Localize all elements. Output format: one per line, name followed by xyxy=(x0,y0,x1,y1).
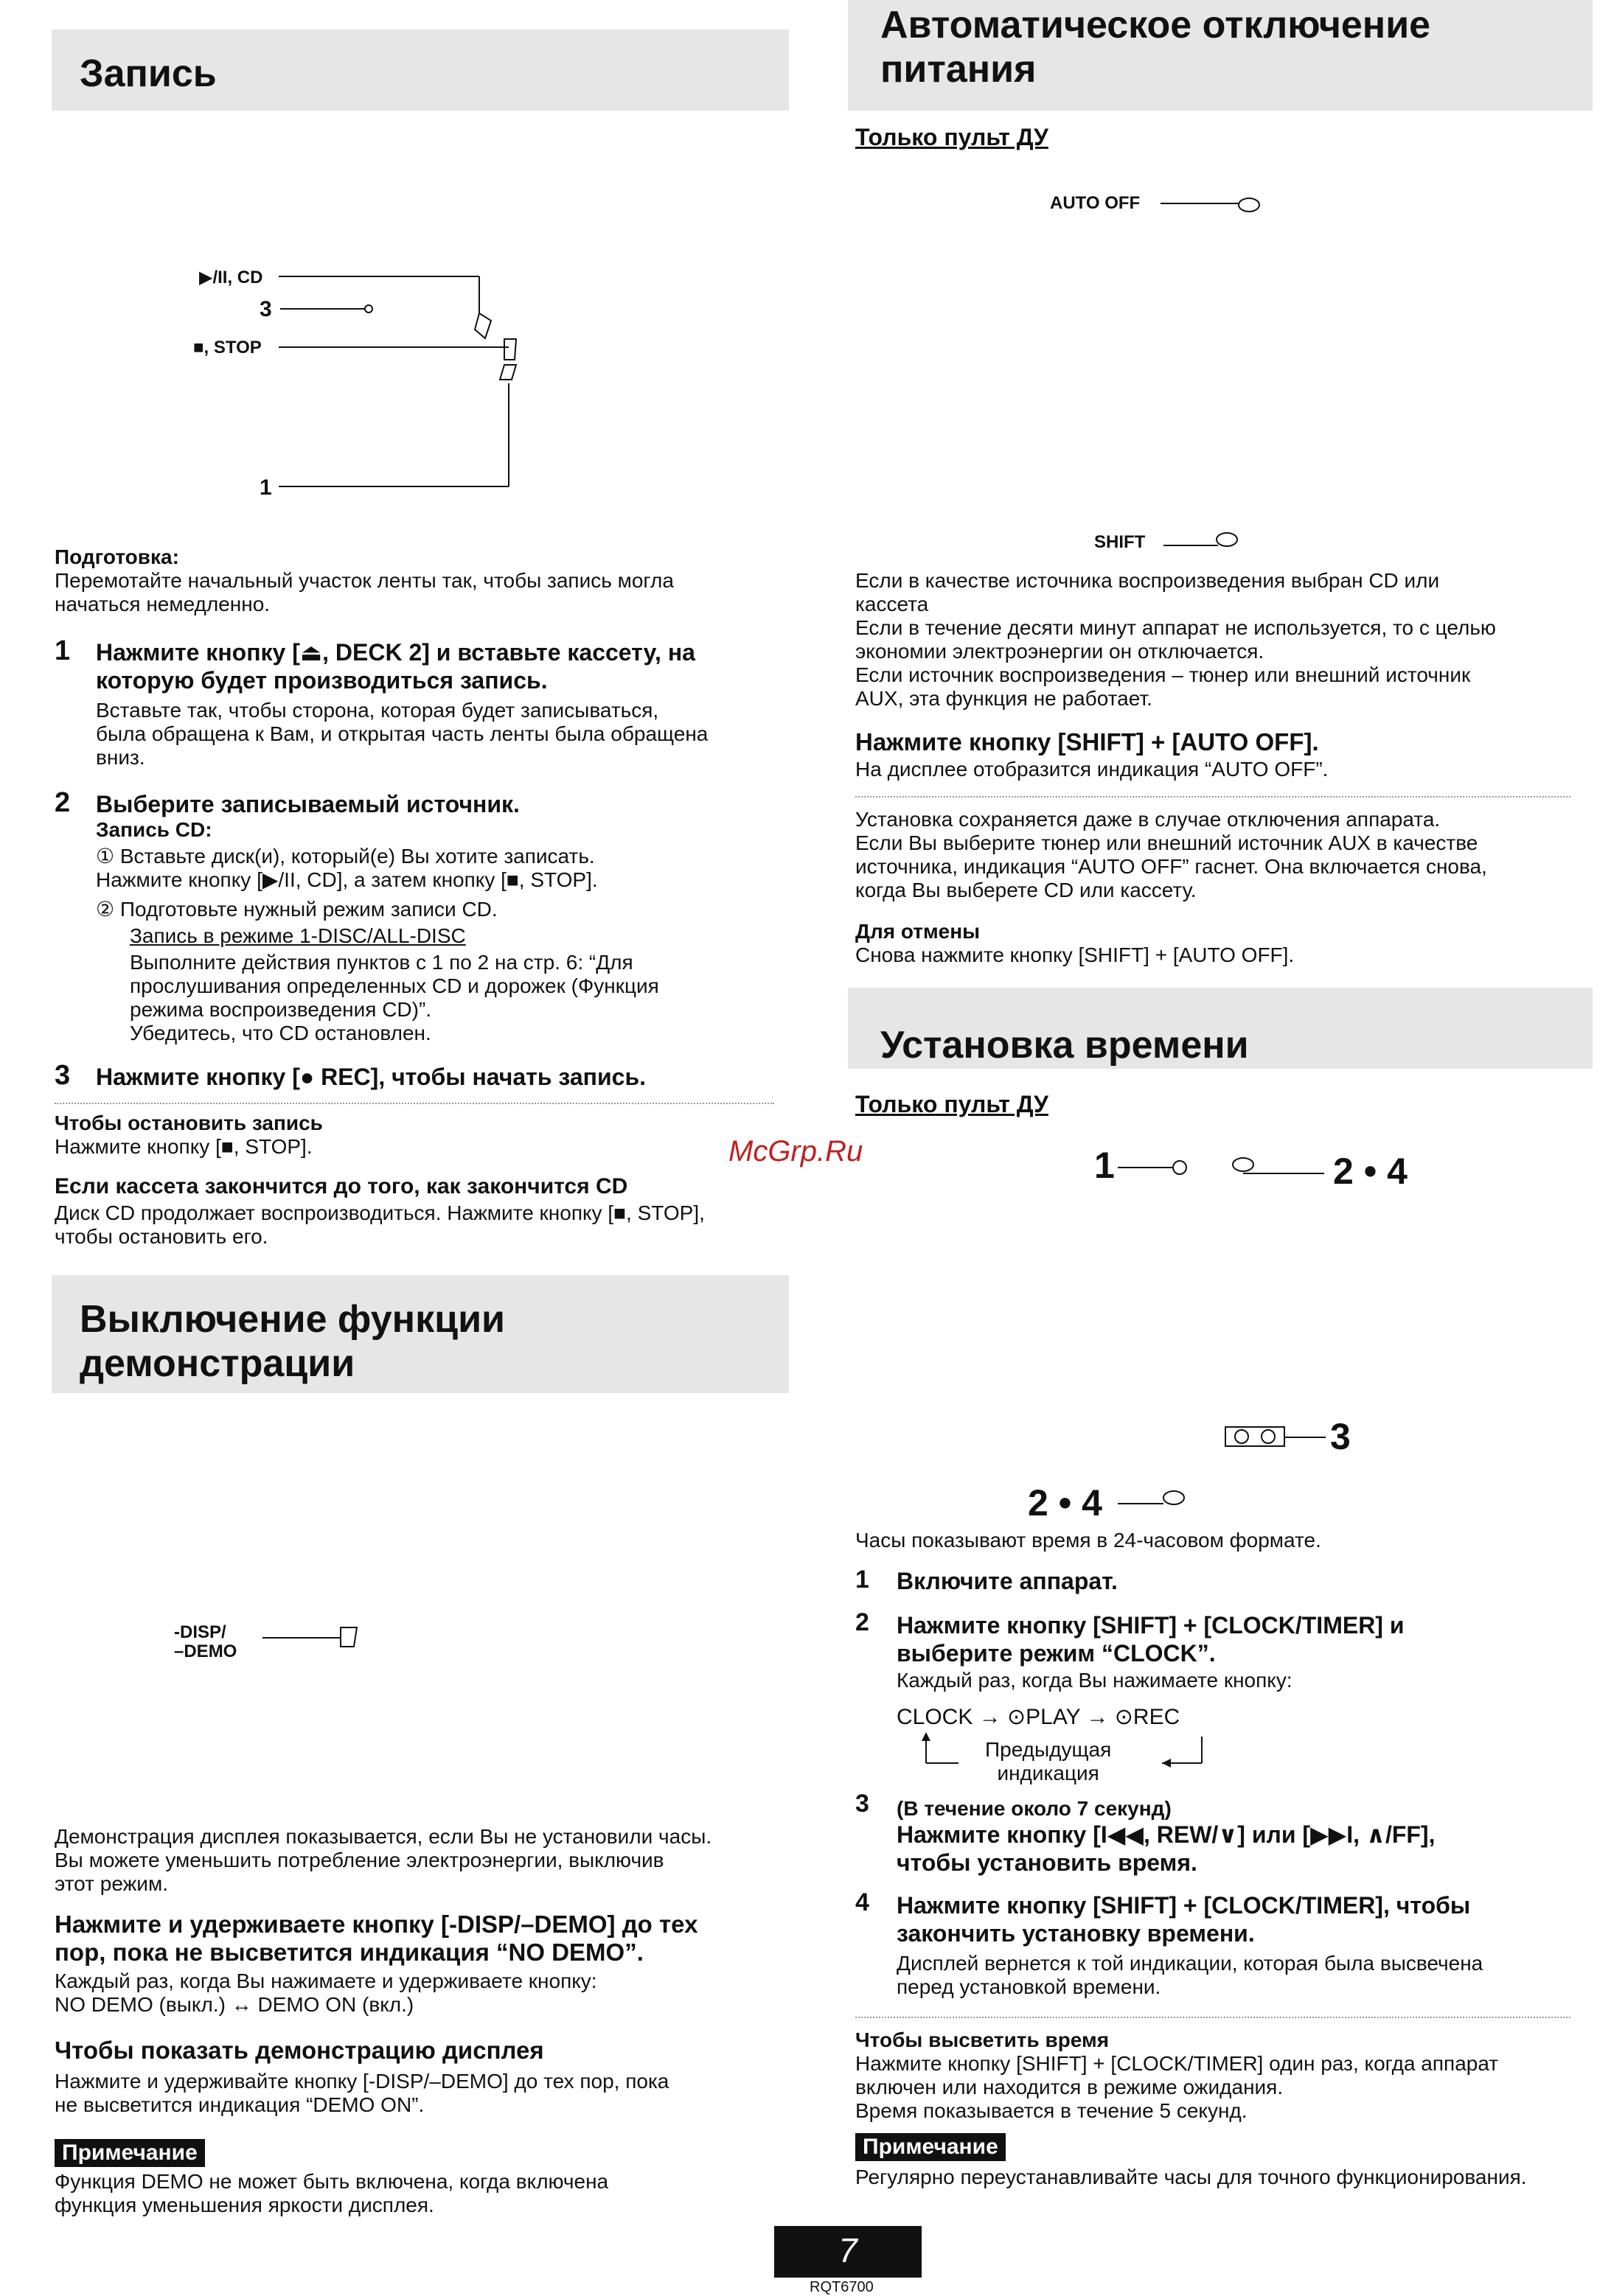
tape-end-text: Диск CD продолжает воспроизводиться. Нажмите кнопку [■, STOP], чтобы остановить его. xyxy=(55,1201,705,1248)
divider xyxy=(855,2017,1570,2018)
c-step4-title: Нажмите кнопку [SHIFT] + [CLOCK/TIMER], чтобы закончить установку времени. xyxy=(897,1892,1471,1947)
clock-diag-24b: 2 • 4 xyxy=(1028,1482,1102,1524)
clock-diag-1: 1 xyxy=(1094,1145,1115,1186)
c-step4-num: 4 xyxy=(855,1888,869,1916)
label-1: 1 xyxy=(260,475,272,500)
demo-note-text: Функция DEMO не может быть включена, когда включена функция уменьшения яркости дисплея. xyxy=(55,2170,609,2216)
prep-label: Подготовка: xyxy=(55,545,179,568)
clock-title: Установка времени xyxy=(880,1024,1249,1067)
c-step2-title: Нажмите кнопку [SHIFT] + [CLOCK/TIMER] и выберите режим “CLOCK”. xyxy=(897,1612,1405,1667)
zapis-title: Запись xyxy=(80,52,217,95)
stop-rec-text: Нажмите кнопку [■, STOP]. xyxy=(55,1135,313,1158)
page-number: 7 xyxy=(838,2231,857,2269)
autooff-remote-only: Только пульт ДУ xyxy=(855,124,1048,150)
z-step1-text: Вставьте так, чтобы сторона, которая будет записываться, была обращена к Вам, и открытая часть ленты была обращена вниз. xyxy=(96,699,709,769)
c-step4-text: Дисплей вернется к той индикации, которая была высвечена перед установкой времени. xyxy=(897,1952,1483,1998)
clock-intro: Часы показывают время в 24-часовом формате. xyxy=(855,1529,1321,1552)
clock-diag-3: 3 xyxy=(1330,1416,1351,1457)
clock-note-text: Регулярно переустанавливайте часы для точного функционирования. xyxy=(855,2166,1527,2188)
autooff-intro: Если в качестве источника воспроизведения выбран CD или кассета Если в течение десяти минут аппарат не используется, то с целью экономии электроэнергии он отключается. Если источник воспроизведения – тюнер или внешний источник AUX, эта функция не работает. xyxy=(855,569,1496,710)
c-cycle-prev: Предыдущая индикация xyxy=(985,1738,1112,1784)
stop-label: ■, STOP xyxy=(193,338,262,357)
c-step2-num: 2 xyxy=(855,1608,869,1636)
z-step2-num: 2 xyxy=(55,787,71,818)
z-step2-title: Выберите записываемый источник. xyxy=(96,791,520,817)
z-step3-title: Нажмите кнопку [● REC], чтобы начать запись. xyxy=(96,1064,647,1090)
watermark: McGrp.Ru xyxy=(728,1135,863,1168)
z-step1-num: 1 xyxy=(55,635,71,666)
play-cd-label: ▶/II, CD xyxy=(199,268,263,287)
prep-text: Перемотайте начальный участок ленты так, чтобы запись могла начаться немедленно. xyxy=(55,569,674,615)
z-step2-item2: ② Подготовьте нужный режим записи CD. xyxy=(96,898,498,921)
clock-note-badge: Примечание xyxy=(855,2133,1006,2161)
z-step2-mode-link: Запись в режиме 1-DISC/ALL-DISC xyxy=(130,924,466,947)
autooff-cancel-text: Снова нажмите кнопку [SHIFT] + [AUTO OFF]. xyxy=(855,943,1295,966)
autooff-title: Автоматическое отключение питания xyxy=(880,4,1431,91)
c-step1-title: Включите аппарат. xyxy=(897,1568,1118,1594)
clock-diag-24: 2 • 4 xyxy=(1333,1151,1408,1192)
c-step3-pre: (В течение около 7 секунд) xyxy=(897,1797,1172,1820)
autooff-cancel-title: Для отмены xyxy=(855,920,981,943)
autooff-save-text: Установка сохраняется даже в случае отключения аппарата. Если Вы выберите тюнер или внешний источник AUX в качестве источника, индикация “AUTO OFF” гаснет. Она включается снова, когда Вы выберете CD или кассету. xyxy=(855,808,1487,901)
clock-remote-only: Только пульт ДУ xyxy=(855,1091,1048,1117)
label-3: 3 xyxy=(260,297,272,321)
c-cycle: CLOCK → ⊙PLAY → ⊙REC xyxy=(897,1705,1180,1729)
demo-show-title: Чтобы показать демонстрацию дисплея xyxy=(55,2037,544,2064)
z-step3-num: 3 xyxy=(55,1060,71,1091)
stop-rec-title: Чтобы остановить запись xyxy=(55,1112,323,1134)
c-step1-num: 1 xyxy=(855,1566,869,1594)
z-step2-mode-text: Выполните действия пунктов с 1 по 2 на стр. 6: “Для прослушивания определенных CD и дорожек (Функция режима воспроизведения CD)”. Убедитесь, что CD остановлен. xyxy=(130,951,659,1044)
tape-end-title: Если кассета закончится до того, как закончится CD xyxy=(55,1174,628,1198)
autooff-action-title: Нажмите кнопку [SHIFT] + [AUTO OFF]. xyxy=(855,728,1319,756)
demo-note-badge: Примечание xyxy=(55,2139,205,2167)
c-step3-num: 3 xyxy=(855,1790,869,1818)
demo-action-text: Каждый раз, когда Вы нажимаете и удерживаете кнопку: NO DEMO (выкл.) ↔ DEMO ON (вкл.) xyxy=(55,1969,597,2016)
demo-intro: Демонстрация дисплея показывается, если Вы не установили часы. Вы можете уменьшить потребление электроэнергии, выключив этот режим. xyxy=(55,1825,712,1895)
shift-label: SHIFT xyxy=(1094,532,1146,552)
c-step2-text: Каждый раз, когда Вы нажимаете кнопку: xyxy=(897,1669,1292,1692)
demo-action-title: Нажмите и удерживаете кнопку [-DISP/–DEMO] до тех пор, пока не высветится индикация “NO DEMO”. xyxy=(55,1911,698,1966)
auto-off-label: AUTO OFF xyxy=(1050,193,1141,213)
c-show-text: Нажмите кнопку [SHIFT] + [CLOCK/TIMER] один раз, когда аппарат включен или находится в режиме ожидания. Время показывается в течение 5 секунд. xyxy=(855,2052,1499,2122)
demo-title: Выключение функции демонстрации xyxy=(80,1298,506,1385)
disp-demo-label: -DISP/ –DEMO xyxy=(174,1622,237,1661)
autooff-action-text: На дисплее отобразится индикация “AUTO OFF”. xyxy=(855,758,1329,781)
c-step3-title: Нажмите кнопку [I◀◀, REW/∨] или [▶▶I, ∧/FF], чтобы установить время. xyxy=(897,1821,1436,1876)
z-step2-sub: Запись CD: xyxy=(96,818,212,841)
doc-code: RQT6700 xyxy=(810,2279,874,2295)
c-show-title: Чтобы высветить время xyxy=(855,2028,1110,2051)
z-step1-title: Нажмите кнопку [⏏, DECK 2] и вставьте кассету, на которую будет производиться запись. xyxy=(96,639,695,694)
demo-show-text: Нажмите и удерживайте кнопку [-DISP/–DEMO] до тех пор, пока не высветится индикация “DEMO ON”. xyxy=(55,2070,669,2116)
z-step2-item1: ① Вставьте диск(и), который(е) Вы хотите записать. Нажмите кнопку [▶/II, CD], а затем кнопку [■, STOP]. xyxy=(96,845,598,891)
